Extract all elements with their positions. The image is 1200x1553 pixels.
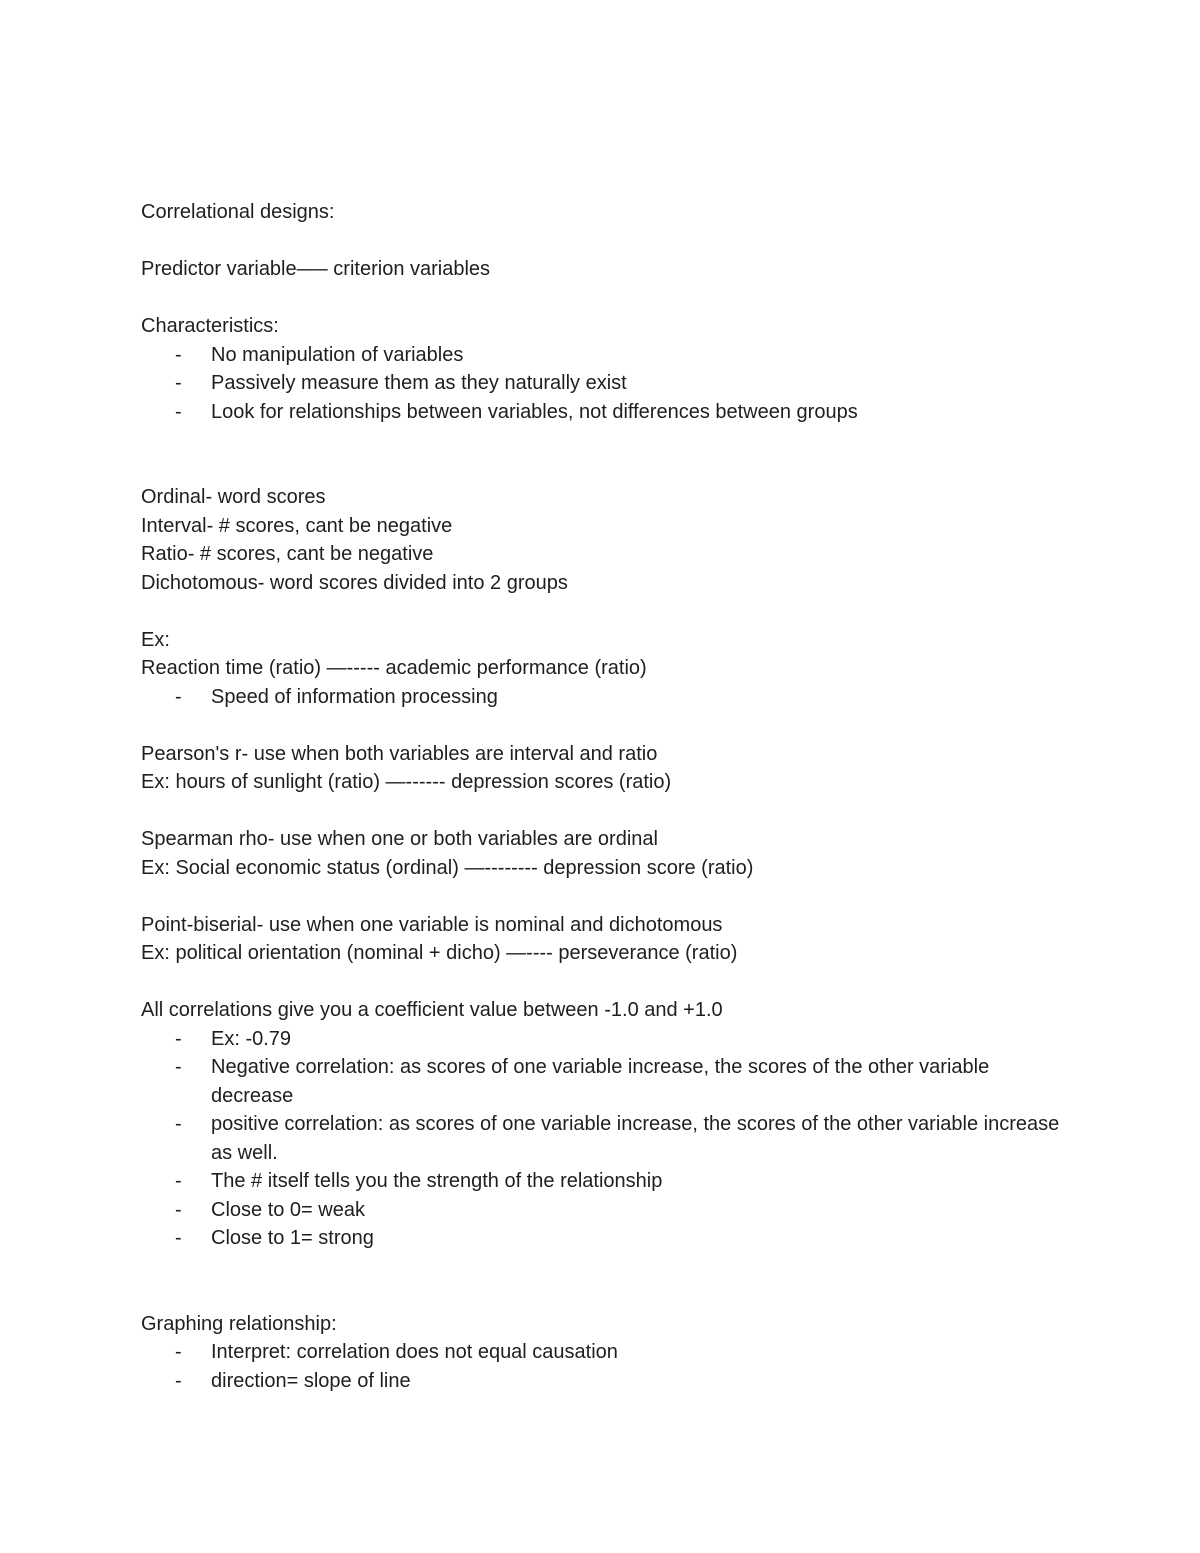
correlations-heading: All correlations give you a coefficient value between -1.0 and +1.0 bbox=[141, 999, 723, 1021]
graphing-heading: Graphing relationship: bbox=[141, 1312, 337, 1335]
characteristics-heading: Characteristics: bbox=[141, 315, 279, 337]
list-item bbox=[141, 1196, 1071, 1225]
dash-bullet: - bbox=[175, 1170, 182, 1192]
list-item bbox=[141, 341, 1071, 370]
spacer bbox=[141, 711, 1071, 740]
dash-bullet: - bbox=[175, 1056, 182, 1078]
pearson-line: Pearson's r- use when both variables are interval and ratio bbox=[141, 742, 658, 765]
list-item bbox=[141, 1367, 1071, 1396]
dash-bullet: - bbox=[175, 1369, 182, 1392]
scale-line: Ordinal- word scores bbox=[141, 486, 326, 508]
example-heading: Ex: bbox=[141, 628, 170, 651]
spearman-example: Ex: Social economic status (ordinal) —-------- depression score (ratio) bbox=[141, 856, 754, 879]
list-item bbox=[141, 1167, 1071, 1196]
dash-bullet: - bbox=[175, 400, 182, 423]
spacer bbox=[141, 1253, 1071, 1310]
spearman-line: Spearman rho- use when one or both variables are ordinal bbox=[141, 828, 658, 850]
list-item bbox=[141, 1053, 1071, 1110]
spacer bbox=[141, 797, 1071, 826]
list-item-text: Close to 0= weak bbox=[211, 1198, 365, 1221]
spacer bbox=[141, 597, 1071, 626]
dash-bullet: - bbox=[175, 1198, 182, 1221]
list-item-text: No manipulation of variables bbox=[211, 343, 464, 366]
dash-bullet: - bbox=[175, 1227, 182, 1249]
pointbiserial-example: Ex: political orientation (nominal + dicho) —---- perseverance (ratio) bbox=[141, 942, 738, 964]
list-item-text: The # itself tells you the strength of the relationship bbox=[211, 1170, 663, 1192]
scale-line: Ratio- # scores, cant be negative bbox=[141, 543, 434, 565]
scale-line: Interval- # scores, cant be negative bbox=[141, 514, 453, 537]
list-item-text: Speed of information processing bbox=[211, 685, 498, 708]
list-item bbox=[141, 398, 1071, 427]
characteristics-list bbox=[141, 341, 1071, 427]
dash-bullet: - bbox=[175, 372, 182, 394]
spacer bbox=[141, 882, 1071, 911]
list-item bbox=[141, 1224, 1071, 1253]
spacer bbox=[141, 968, 1071, 997]
example-list bbox=[141, 683, 1071, 712]
dash-bullet: - bbox=[175, 1341, 182, 1363]
list-item-text: direction= slope of line bbox=[211, 1369, 411, 1392]
predictor-line: Predictor variable—– criterion variables bbox=[141, 258, 491, 280]
list-item bbox=[141, 683, 1071, 712]
dash-bullet: - bbox=[175, 1027, 182, 1050]
list-item bbox=[141, 1025, 1071, 1054]
list-item-text: Negative correlation: as scores of one variable increase, the scores of the other variable decrease bbox=[211, 1056, 990, 1107]
list-item-text: positive correlation: as scores of one variable increase, the scores of the other variable increase as well. bbox=[211, 1113, 1060, 1164]
spacer bbox=[141, 426, 1071, 483]
spacer bbox=[141, 284, 1071, 313]
document-page bbox=[141, 198, 1071, 1395]
doc-title: Correlational designs: bbox=[141, 201, 335, 223]
pearson-example: Ex: hours of sunlight (ratio) —------ depression scores (ratio) bbox=[141, 771, 672, 793]
list-item-text: Close to 1= strong bbox=[211, 1227, 374, 1249]
spacer bbox=[141, 227, 1071, 256]
correlations-list bbox=[141, 1025, 1071, 1253]
list-item-text: Look for relationships between variables, not differences between groups bbox=[211, 400, 858, 423]
list-item bbox=[141, 1338, 1071, 1367]
example-line: Reaction time (ratio) —----- academic performance (ratio) bbox=[141, 657, 647, 679]
dash-bullet: - bbox=[175, 343, 182, 366]
dash-bullet: - bbox=[175, 1113, 182, 1135]
list-item bbox=[141, 369, 1071, 398]
list-item bbox=[141, 1110, 1071, 1167]
scale-line: Dichotomous- word scores divided into 2 groups bbox=[141, 571, 568, 594]
graphing-list bbox=[141, 1338, 1071, 1395]
dash-bullet: - bbox=[175, 685, 182, 708]
list-item-text: Ex: -0.79 bbox=[211, 1027, 292, 1050]
list-item-text: Passively measure them as they naturally exist bbox=[211, 372, 627, 394]
list-item-text: Interpret: correlation does not equal causation bbox=[211, 1341, 618, 1363]
pointbiserial-line: Point-biserial- use when one variable is nominal and dichotomous bbox=[141, 913, 723, 936]
